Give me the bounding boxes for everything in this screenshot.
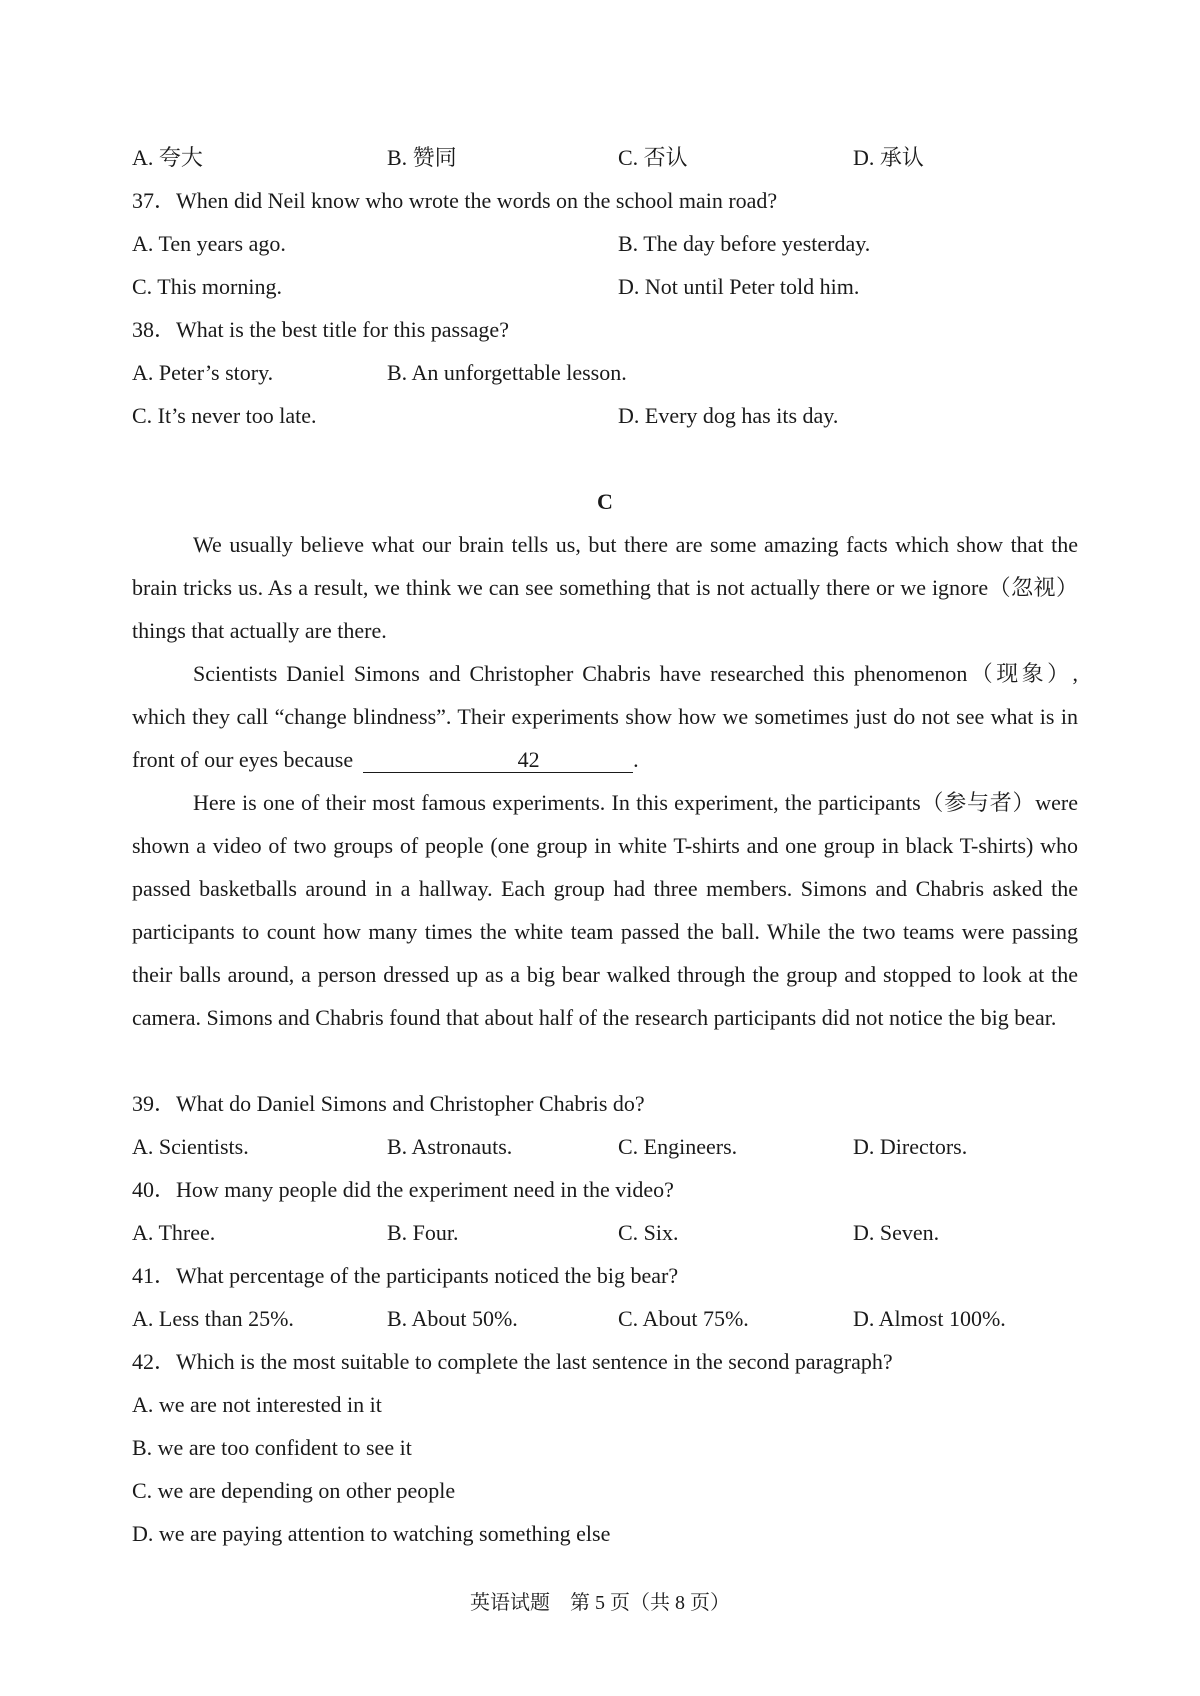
q40-option-a: A. Three. xyxy=(132,1220,216,1245)
q40-option-d: D. Seven. xyxy=(853,1220,940,1245)
q41-option-d: D. Almost 100%. xyxy=(853,1306,1006,1331)
q41-option-a: A. Less than 25%. xyxy=(132,1306,294,1331)
q37-option-d: D. Not until Peter told him. xyxy=(618,274,860,299)
paragraph-2-end: . xyxy=(633,747,639,772)
q41-option-c: C. About 75%. xyxy=(618,1306,749,1331)
page-footer: 英语试题 第 5 页（共 8 页） xyxy=(470,1592,730,1614)
q41-option-b: B. About 50%. xyxy=(387,1306,518,1331)
q36-option-c: C. 否认 xyxy=(618,145,688,170)
answer-blank-42: 42 xyxy=(363,748,633,773)
q38-option-b: B. An unforgettable lesson. xyxy=(387,360,627,385)
q38-question: 38．What is the best title for this passage? xyxy=(132,317,509,342)
q39-option-b: B. Astronauts. xyxy=(387,1134,513,1159)
q42-option-d: D. we are paying attention to watching something else xyxy=(132,1521,611,1546)
q40-option-c: C. Six. xyxy=(618,1220,679,1245)
q36-option-a: A. 夸大 xyxy=(132,145,203,170)
q42-option-a: A. we are not interested in it xyxy=(132,1392,382,1417)
q39-option-a: A. Scientists. xyxy=(132,1134,249,1159)
q40-question: 40．How many people did the experiment need in the video? xyxy=(132,1177,674,1202)
q36-option-d: D. 承认 xyxy=(853,145,924,170)
q39-option-c: C. Engineers. xyxy=(618,1134,738,1159)
q38-option-c: C. It’s never too late. xyxy=(132,403,317,428)
q42-option-b: B. we are too confident to see it xyxy=(132,1435,412,1460)
q42-option-c: C. we are depending on other people xyxy=(132,1478,456,1503)
q37-option-c: C. This morning. xyxy=(132,274,282,299)
q41-question: 41．What percentage of the participants noticed the big bear? xyxy=(132,1263,679,1288)
q36-option-b: B. 赞同 xyxy=(387,145,457,170)
passage-paragraph-2 xyxy=(132,652,1078,781)
q42-question: 42．Which is the most suitable to complete the last sentence in the second paragraph? xyxy=(132,1349,893,1374)
passage-paragraph-1: We usually believe what our brain tells us, but there are some amazing facts which show that the brain tricks us. As a result, we think we can see something that is not actually there or we ignore（忽视）things that actually are there. xyxy=(132,532,1078,643)
q38-option-d: D. Every dog has its day. xyxy=(618,403,839,428)
paragraph-2-text: Scientists Daniel Simons and Christopher Chabris have researched this phenomenon（现象）, which they call “change blindness”. Their experiments show how we sometimes just do not see what is in front of our eyes because xyxy=(132,661,1078,772)
q39-option-d: D. Directors. xyxy=(853,1134,968,1159)
q37-option-a: A. Ten years ago. xyxy=(132,231,286,256)
q37-question: 37．When did Neil know who wrote the words on the school main road? xyxy=(132,188,778,213)
q38-option-a: A. Peter’s story. xyxy=(132,360,274,385)
q40-option-b: B. Four. xyxy=(387,1220,459,1245)
q39-question: 39．What do Daniel Simons and Christopher Chabris do? xyxy=(132,1091,645,1116)
q37-option-b: B. The day before yesterday. xyxy=(618,231,871,256)
section-heading: C xyxy=(597,489,613,514)
passage-paragraph-3: Here is one of their most famous experiments. In this experiment, the participants（参与者）were shown a video of two groups of people (one group in white T-shirts and one group in black T-shirts) who passed basketballs around in a hallway. Each group had three members. Simons and Chabris asked the participants to count how many times the white team passed the ball. While the two teams were passing their balls around, a person dressed up as a big bear walked through the group and stopped to look at the camera. Simons and Chabris found that about half of the research participants did not notice the big bear. xyxy=(132,790,1078,1030)
